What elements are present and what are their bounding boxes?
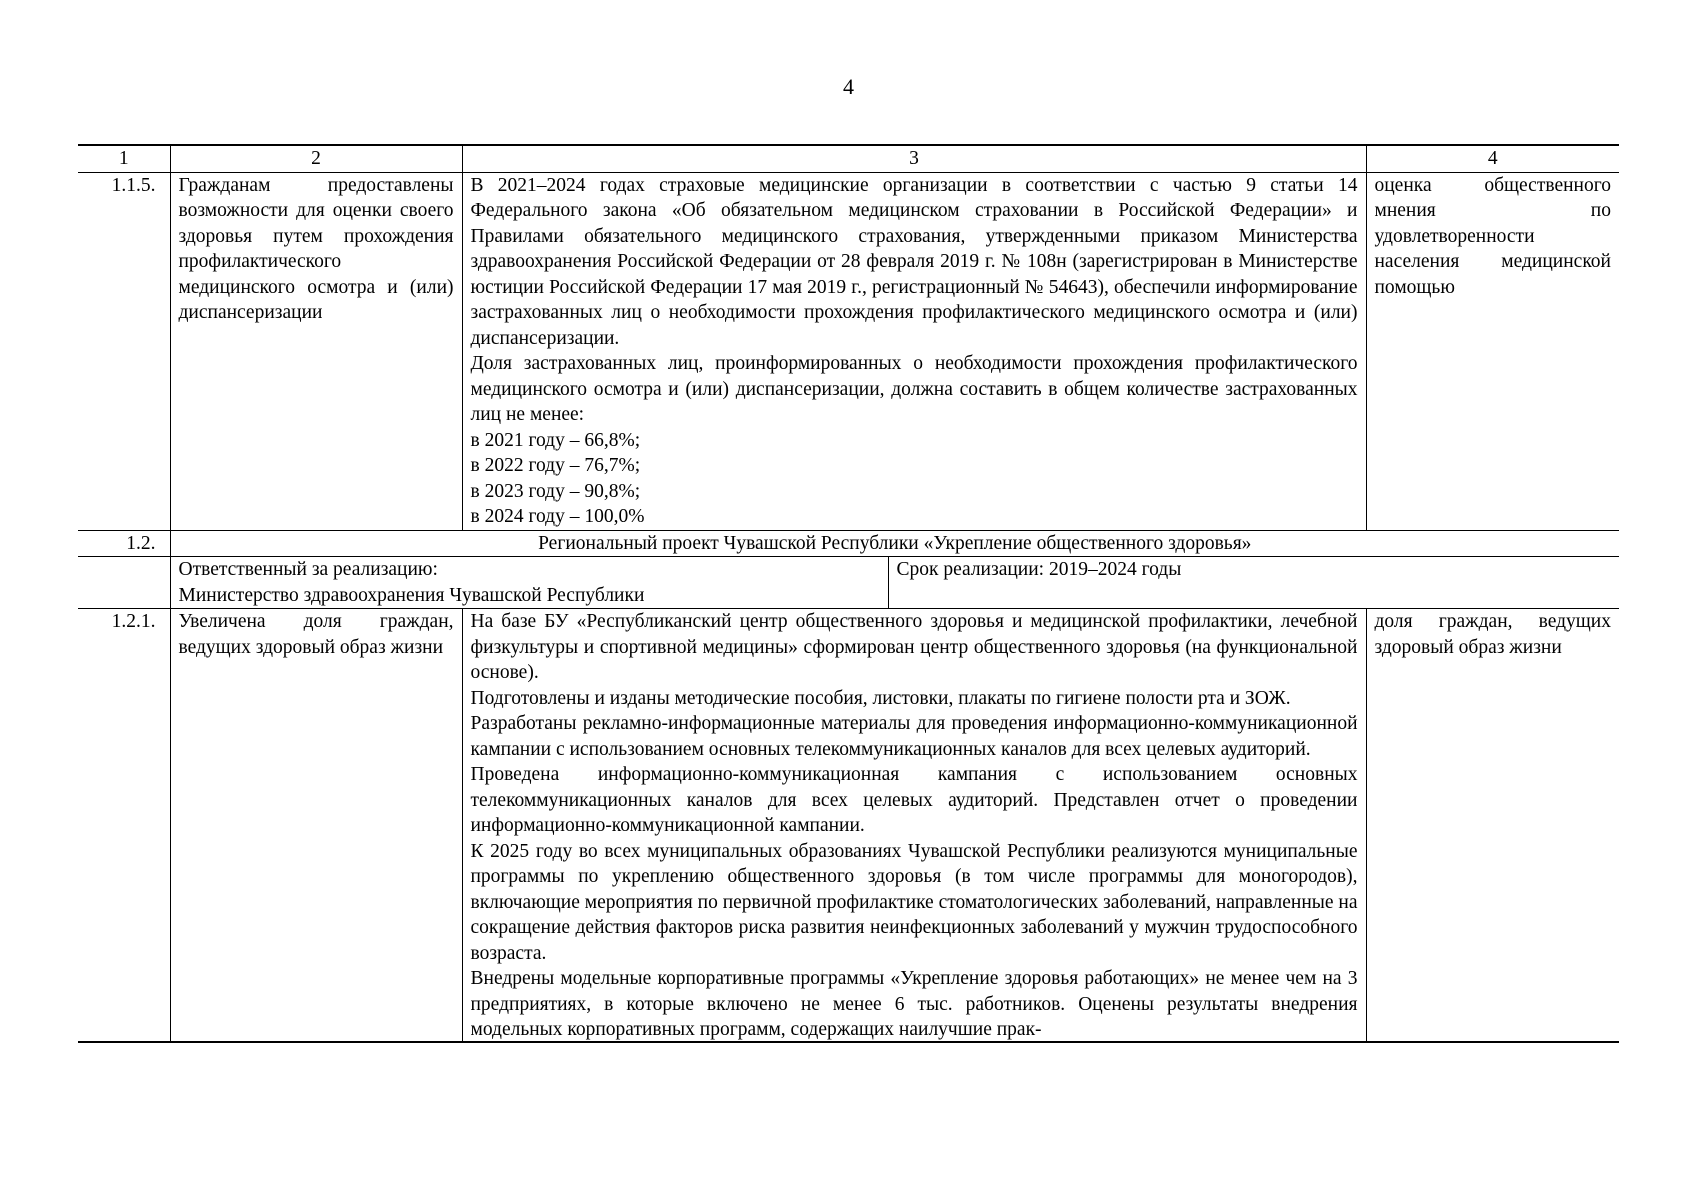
description-line: в 2022 году – 76,7%;	[470, 455, 641, 476]
header-col-3: 3	[462, 145, 1366, 172]
responsible-label: Ответственный за реализацию:	[178, 559, 438, 580]
description-paragraph: Разработаны рекламно-информационные материалы для проведения информационно-коммуникационной кампании с использованием основных телекоммуникационных каналов для всех целевых аудиторий.	[470, 713, 1358, 760]
task-cell: Гражданам предоставлены возможности для оценки своего здоровья путем прохождения профилактического медицинского осмотра и (или) диспансеризации	[170, 172, 462, 530]
indicator-cell: доля граждан, ведущих здоровый образ жизни	[1366, 609, 1619, 1043]
period-cell: Срок реализации: 2019–2024 годы	[888, 557, 1619, 609]
description-paragraph: Внедрены модельные корпоративные программы «Укрепление здоровья работающих» не менее чем на 3 предприятиях, в которые включено не менее 6 тыс. работников. Оценены результаты внедрения модельных корпоративных программ, содержащих наилучшие прак-	[470, 968, 1358, 1040]
project-meta-row	[78, 557, 1619, 609]
row-number: 1.1.5.	[78, 172, 170, 530]
indicator-cell: оценка общественного мнения по удовлетворенности населения медицинской помощью	[1366, 172, 1619, 530]
description-cell	[462, 172, 1366, 530]
description-paragraph: Проведена информационно-коммуникационная кампания с использованием основных телекоммуникационных каналов для всех целевых аудиторий. Представлен отчет о проведении информационно-коммуникационной кампании.	[470, 764, 1358, 836]
row-number: 1.2.1.	[78, 609, 170, 1043]
task-cell: Увеличена доля граждан, ведущих здоровый образ жизни	[170, 609, 462, 1043]
description-cell	[462, 609, 1366, 1043]
responsible-cell	[170, 557, 888, 609]
table-row	[78, 172, 1619, 530]
empty-cell	[78, 557, 170, 609]
description-paragraph: Подготовлены и изданы методические пособия, листовки, плакаты по гигиене полости рта и ЗОЖ.	[470, 687, 1291, 709]
description-line: в 2024 году – 100,0%	[470, 506, 645, 527]
row-number: 1.2.	[78, 530, 170, 557]
responsible-value: Министерство здравоохранения Чувашской Республики	[178, 584, 645, 606]
description-line: в 2021 году – 66,8%;	[470, 429, 641, 451]
page-number: 4	[843, 74, 854, 99]
description-paragraph: В 2021–2024 годах страховые медицинские организации в соответствии с частью 9 статьи 14 Федерального закона «Об обязательном медицинском страховании в Российской Федерации» и Правилами обязательного медицинского страхования, утвержденными приказом Министерства здравоохранения Российской Федерации от 28 февраля 2019 г. № 108н (зарегистрирован в Министерстве юстиции Российской Федерации 17 мая 2019 г., регистрационный № 54643), обеспечили информирование застрахованных лиц о необходимости прохождения профилактического медицинского осмотра и (или) диспансеризации.	[470, 174, 1358, 349]
header-row	[78, 145, 1619, 172]
project-title: Региональный проект Чувашской Республики «Укрепление общественного здоровья»	[170, 530, 1619, 557]
description-paragraph: К 2025 году во всех муниципальных образованиях Чувашской Республики реализуются муниципальные программы по укреплению общественного здоровья (в том числе программы для моногородов), включающие мероприятия по первичной профилактике стоматологических заболеваний, направленные на сокращение действия факторов риска развития неинфекционных заболеваний у мужчин трудоспособного возраста.	[470, 840, 1358, 964]
description-line: в 2023 году – 90,8%;	[470, 480, 641, 502]
header-col-4: 4	[1366, 145, 1619, 172]
header-col-1: 1	[78, 145, 170, 172]
table-row	[78, 609, 1619, 1043]
description-paragraph: Доля застрахованных лиц, проинформированных о необходимости прохождения профилактического медицинского осмотра и (или) диспансеризации, должна составить в общем количестве застрахованных лиц не менее:	[470, 353, 1358, 425]
description-paragraph: На базе БУ «Республиканский центр общественного здоровья и медицинской профилактики, лечебной физкультуры и спортивной медицины» сформирован центр общественного здоровья (на функциональной основе).	[470, 611, 1358, 683]
project-row	[78, 530, 1619, 557]
header-col-2: 2	[170, 145, 462, 172]
program-table	[78, 144, 1619, 1043]
